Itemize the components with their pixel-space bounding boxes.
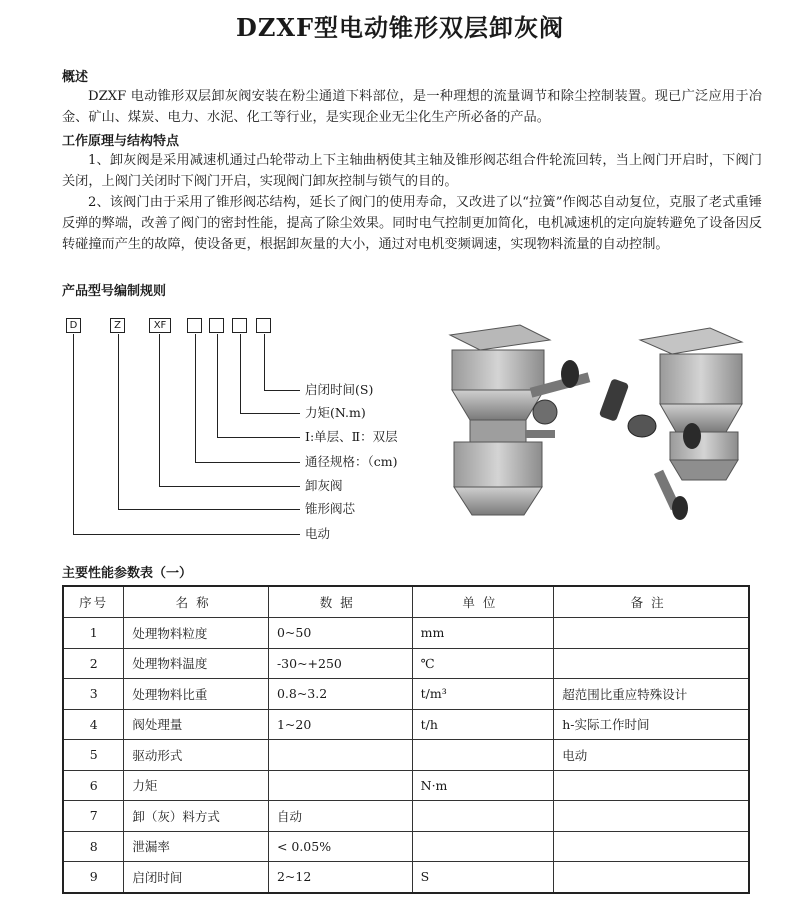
table-heading: 主要性能参数表（一） bbox=[62, 566, 193, 581]
cell-note: h-实际工作时间 bbox=[554, 709, 749, 740]
header-name: 名称 bbox=[124, 586, 269, 618]
cell-name: 力矩 bbox=[124, 770, 269, 801]
cell-note: 电动 bbox=[554, 740, 749, 771]
cell-index: 2 bbox=[63, 648, 124, 679]
connector-line bbox=[73, 534, 300, 535]
principle-p1-body: 1、卸灰阀是采用减速机通过凸轮带动上下主轴曲柄使其主轴及锥形阀芯组合件轮流回转，当上阀门开启时，下阀门关闭，上阀门关闭时下阀门开启，实现阀门卸灰控制与锁气的目的。 bbox=[62, 153, 762, 189]
cell-data: 自动 bbox=[268, 801, 412, 832]
cell-name: 阀处理量 bbox=[124, 709, 269, 740]
header-unit: 单位 bbox=[412, 586, 554, 618]
cell-unit: ℃ bbox=[412, 648, 554, 679]
cell-index: 9 bbox=[63, 862, 124, 893]
code-label-valve: 卸灰阀 bbox=[305, 478, 343, 493]
valve-right-image bbox=[599, 328, 742, 520]
cell-name: 泄漏率 bbox=[124, 831, 269, 862]
cell-note bbox=[554, 801, 749, 832]
table-row bbox=[63, 740, 749, 771]
code-box-z: Z bbox=[110, 318, 125, 333]
header-data: 数据 bbox=[268, 586, 412, 618]
code-box-4 bbox=[256, 318, 271, 333]
cell-name: 处理物料粒度 bbox=[124, 618, 269, 649]
overview-heading: 概述 bbox=[62, 70, 89, 85]
cell-unit bbox=[412, 831, 554, 862]
table-row bbox=[63, 831, 749, 862]
cell-name: 卸（灰）料方式 bbox=[124, 801, 269, 832]
connector-line bbox=[217, 334, 218, 438]
principle-paragraph-1 bbox=[62, 150, 762, 192]
connector-line bbox=[264, 390, 300, 391]
overview-text bbox=[62, 86, 762, 128]
table-row bbox=[63, 709, 749, 740]
cell-name: 驱动形式 bbox=[124, 740, 269, 771]
cell-unit: t/h bbox=[412, 709, 554, 740]
cell-data bbox=[268, 770, 412, 801]
product-photo bbox=[430, 320, 770, 530]
cell-unit: S bbox=[412, 862, 554, 893]
connector-line bbox=[240, 334, 241, 414]
cell-note bbox=[554, 648, 749, 679]
cell-note bbox=[554, 770, 749, 801]
cell-note: 超范围比重应特殊设计 bbox=[554, 679, 749, 710]
cell-data bbox=[268, 740, 412, 771]
principle-heading: 工作原理与结构特点 bbox=[62, 134, 180, 149]
cell-unit: N·m bbox=[412, 770, 554, 801]
overview-body: DZXF 电动锥形双层卸灰阀安装在粉尘通道下料部位，是一种理想的流量调节和除尘控制装置。现已广泛应用于冶金、矿山、煤炭、电力、水泥、化工等行业，是实现企业无尘化生产所必备的产品。 bbox=[62, 89, 762, 125]
cell-note bbox=[554, 618, 749, 649]
connector-line bbox=[73, 334, 74, 535]
cell-unit: mm bbox=[412, 618, 554, 649]
code-label-layer: Ⅰ:单层、Ⅱ：双层 bbox=[305, 429, 398, 444]
cell-index: 7 bbox=[63, 801, 124, 832]
cell-note bbox=[554, 831, 749, 862]
code-box-xf: XF bbox=[149, 318, 171, 333]
principle-paragraph-2 bbox=[62, 192, 762, 255]
cell-unit bbox=[412, 740, 554, 771]
code-label-core: 锥形阀芯 bbox=[305, 501, 356, 516]
cell-data: 2~12 bbox=[268, 862, 412, 893]
cell-data: 1~20 bbox=[268, 709, 412, 740]
connector-line bbox=[195, 462, 300, 463]
connector-line bbox=[159, 486, 300, 487]
connector-line bbox=[240, 413, 300, 414]
cell-index: 1 bbox=[63, 618, 124, 649]
cell-index: 8 bbox=[63, 831, 124, 862]
principle-p2-body: 2、该阀门由于采用了锥形阀芯结构，延长了阀门的使用寿命，又改进了以“拉簧”作阀芯自动复位，克服了老式重锤反弹的弊端，改善了阀门的密封性能，提高了除尘效果。同时电气控制更加简化，电机减速机的定向旋转避免了设备因反转碰撞而产生的故障，使设备更，根据卸灰量的大小，通过对电机变频调速，实现物料流量的自动控制。 bbox=[62, 195, 762, 252]
page-title: DZXF型电动锥形双层卸灰阀 bbox=[236, 13, 564, 42]
cell-index: 5 bbox=[63, 740, 124, 771]
cell-unit bbox=[412, 801, 554, 832]
cell-data: < 0.05% bbox=[268, 831, 412, 862]
cell-index: 4 bbox=[63, 709, 124, 740]
cell-name: 处理物料温度 bbox=[124, 648, 269, 679]
cell-data: 0.8~3.2 bbox=[268, 679, 412, 710]
cell-note bbox=[554, 862, 749, 893]
header-index: 序号 bbox=[63, 586, 124, 618]
table-row bbox=[63, 862, 749, 893]
code-box-d: D bbox=[66, 318, 81, 333]
code-box-3 bbox=[232, 318, 247, 333]
connector-line bbox=[217, 437, 300, 438]
code-label-time: 启闭时间(S) bbox=[305, 382, 374, 397]
code-label-electric: 电动 bbox=[305, 526, 331, 541]
connector-line bbox=[118, 334, 119, 510]
code-label-torque: 力矩(N.m) bbox=[305, 405, 366, 420]
header-note: 备注 bbox=[554, 586, 749, 618]
table-row bbox=[63, 801, 749, 832]
connector-line bbox=[264, 334, 265, 391]
code-box-1 bbox=[187, 318, 202, 333]
table-row bbox=[63, 648, 749, 679]
connector-line bbox=[195, 334, 196, 463]
spec-table bbox=[62, 585, 750, 894]
connector-line bbox=[159, 334, 160, 487]
cell-name: 处理物料比重 bbox=[124, 679, 269, 710]
table-header-row bbox=[63, 586, 749, 618]
cell-index: 3 bbox=[63, 679, 124, 710]
table-row bbox=[63, 618, 749, 649]
cell-name: 启闭时间 bbox=[124, 862, 269, 893]
cell-data: -30~+250 bbox=[268, 648, 412, 679]
code-label-diameter: 通径规格：（cm) bbox=[305, 454, 398, 469]
cell-index: 6 bbox=[63, 770, 124, 801]
table-row bbox=[63, 679, 749, 710]
cell-unit: t/m³ bbox=[412, 679, 554, 710]
connector-line bbox=[118, 509, 300, 510]
model-heading: 产品型号编制规则 bbox=[62, 284, 167, 299]
cell-data: 0~50 bbox=[268, 618, 412, 649]
table-row bbox=[63, 770, 749, 801]
valve-left-image bbox=[450, 325, 590, 515]
code-box-2 bbox=[209, 318, 224, 333]
